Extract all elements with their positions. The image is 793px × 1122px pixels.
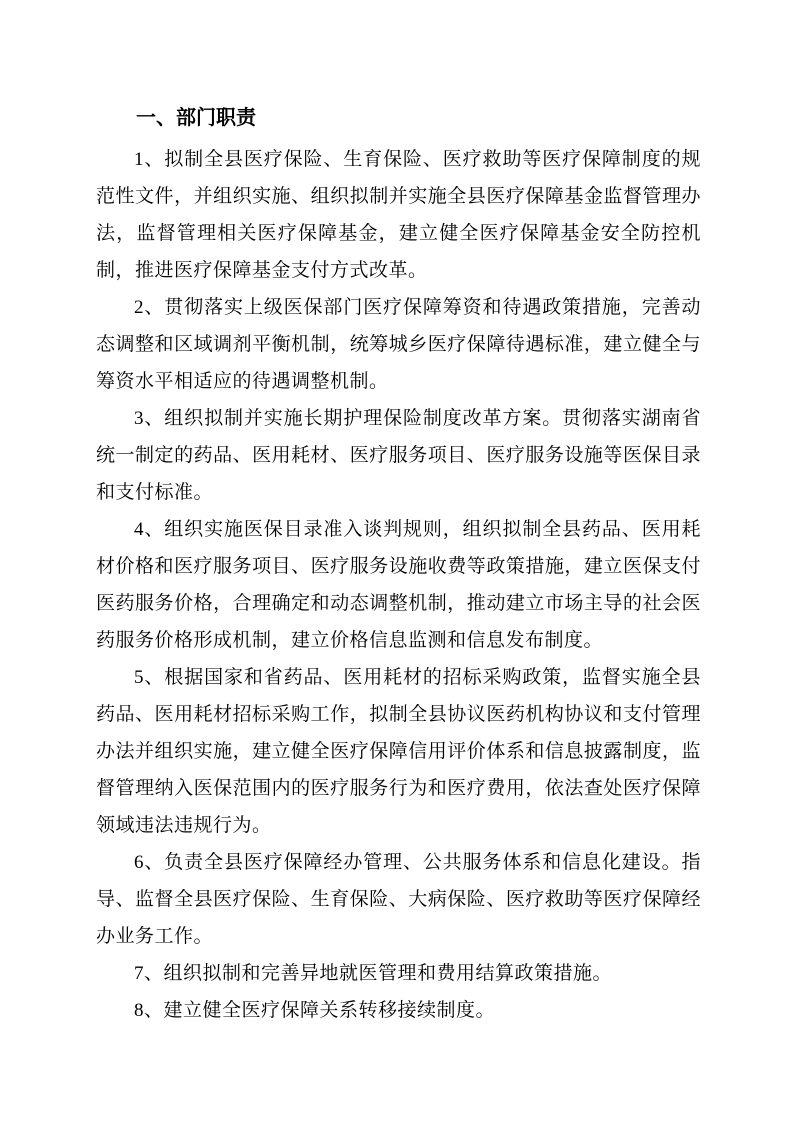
section-title: 一、部门职责	[136, 107, 256, 129]
paragraph-8: 8、建立健全医疗保障关系转移接续制度。	[134, 1000, 496, 1021]
paragraph-3: 3、组织拟制并实施长期护理保险制度改革方案。贯彻落实湖南省统一制定的药品、医用耗材、医疗服务项目、医疗服务设施等医保目录和支付标准。	[96, 408, 701, 503]
paragraph-4: 4、组织实施医保目录准入谈判规则，组织拟制全县药品、医用耗材价格和医疗服务项目、医疗服务设施收费等政策措施，建立医保支付医药服务价格，合理确定和动态调整机制，推动建立市场主导的社会医药服务价格形成机制，建立价格信息监测和信息发布制度。	[96, 519, 701, 651]
paragraph-5: 5、根据国家和省药品、医用耗材的招标采购政策，监督实施全县药品、医用耗材招标采购工作，拟制全县协议医药机构协议和支付管理办法并组织实施，建立健全医疗保障信用评价体系和信息披露制度，监督管理纳入医保范围内的医疗服务行为和医疗费用，依法查处医疗保障领域违法违规行为。	[96, 667, 701, 836]
paragraph-7: 7、组织拟制和完善异地就医管理和费用结算政策措施。	[134, 963, 613, 984]
paragraph-2: 2、贯彻落实上级医保部门医疗保障筹资和待遇政策措施，完善动态调整和区域调剂平衡机制，统筹城乡医疗保障待遇标准，建立健全与筹资水平相适应的待遇调整机制。	[96, 297, 701, 392]
paragraph-1: 1、拟制全县医疗保险、生育保险、医疗救助等医疗保障制度的规范性文件，并组织实施、组织拟制并实施全县医疗保障基金监督管理办法，监督管理相关医疗保障基金，建立健全医疗保障基金安全防控机制，推进医疗保障基金支付方式改革。	[96, 149, 701, 281]
paragraph-6: 6、负责全县医疗保障经办管理、公共服务体系和信息化建设。指导、监督全县医疗保险、生育保险、大病保险、医疗救助等医疗保障经办业务工作。	[96, 852, 701, 947]
document-content	[96, 103, 701, 1029]
